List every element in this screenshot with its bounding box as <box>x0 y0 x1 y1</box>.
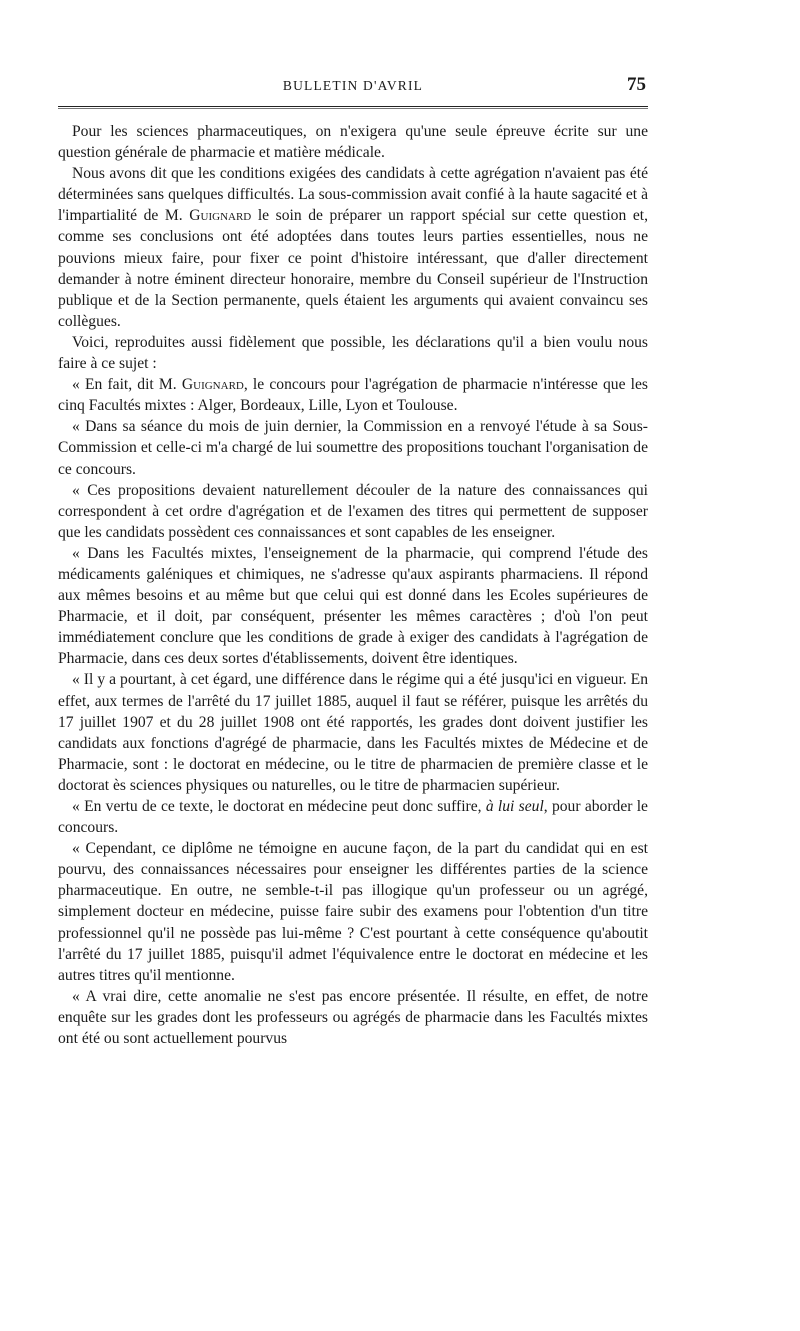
paragraph-3: Voici, reproduites aussi fidèlement que possible, les déclarations qu'il a bien voulu nous faire à ce sujet : <box>58 333 648 373</box>
paragraph-5: « Dans sa séance du mois de juin dernier, la Commission en a renvoyé l'étude à sa Sous-Commission et celle-ci m'a chargé de lui soumettre des propositions touchant l'organisation de ce concours. <box>58 418 648 478</box>
paragraph-1: Pour les sciences pharmaceutiques, on n'exigera qu'une seule épreuve écrite sur une question générale de pharmacie et matière médicale. <box>58 123 648 162</box>
paragraph-9: « En vertu de ce texte, le doctorat en médecine peut donc suffire, à lui seul, pour aborder le concours. <box>58 798 648 837</box>
italic-phrase: à lui seul <box>485 798 544 815</box>
paragraph-8: « Il y a pourtant, à cet égard, une différence dans le régime qui a été jusqu'ici en vigueur. En effet, aux termes de l'arrêté du 17 juillet 1885, auquel il faut se référer, puisque les arrêtés du 17 juillet 1907 et du 28 juillet 1908 ont été rapportés, les grades dont doivent justifier les candidats aux fonctions d'agrégé de pharmacie, dans les Facultés mixtes de Médecine et de Pharmacie, sont : le doctorat en médecine, ou le titre de pharmacien de première classe et le doctorat ès sciences physiques ou naturelles, ou le titre de pharmacien supérieur. <box>58 671 648 794</box>
paragraph-10: « Cependant, ce diplôme ne témoigne en aucune façon, de la part du candidat qui en est pourvu, des connaissances nécessaires pour enseigner les différentes parties de la science pharmaceutique. En outre, ne semble-t-il pas illogique qu'un professeur ou un agrégé, simplement docteur en médecine, puisse faire subir des examens pour l'obtention d'un titre professionnel qu'il ne possède pas lui-même ? C'est pourtant à cette conséquence qu'aboutit l'arrêté du 17 juillet 1885, puisqu'il admet l'équivalence entre le doctorat en médecine et les autres titres qu'il mentionne. <box>58 840 648 984</box>
paragraph-7: « Dans les Facultés mixtes, l'enseignement de la pharmacie, qui comprend l'étude des médicaments galéniques et chimiques, ne s'adresse qu'aux aspirants pharmaciens. Il répond aux mêmes besoins et au même but que celui qui est donné dans les Ecoles supérieures de Pharmacie, et il doit, par conséquent, présenter les mêmes caractères ; d'où l'on peut immédiatement conclure que les conditions de grade à exiger des candidats à l'agrégation de Pharmacie, dans ces deux sortes d'établissements, doivent être identiques. <box>58 544 648 668</box>
paragraph-2: Nous avons dit que les conditions exigées des candidats à cette agrégation n'avaient pas été déterminées sans quelques difficultés. La sous-commission avait confié à la haute sagacité et à l'impartialité de M. Guignard le soin de préparer un rapport spécial sur cette question et, comme ses conclusions ont été adoptées dans toutes leurs parties essentielles, nous ne pouvions mieux faire, pour fixer ce point d'histoire intéressant, que d'aller directement demander à notre éminent directeur honoraire, membre du Conseil supérieur de l'Instruction publique et de la Section permanente, quels étaient les arguments qui avaient convaincu ses collègues. <box>58 165 648 330</box>
paragraph-11: « A vrai dire, cette anomalie ne s'est pas encore présentée. Il résulte, en effet, de notre enquête sur les grades dont les professeurs ou agrégés de pharmacie dans les Facultés mixtes ont été ou sont actuellement pourvus <box>58 987 648 1048</box>
page-number: 75 <box>627 74 646 95</box>
paragraph-6: « Ces propositions devaient naturellement découler de la nature des connaissances qui correspondent à cet ordre d'agrégation et de l'examen des titres qui permettent de supposer que les candidats possèdent ces connaissances et sont capables de les enseigner. <box>58 481 648 541</box>
header-rule-accent <box>58 108 648 109</box>
header-rule <box>58 106 648 107</box>
paragraph-4: « En fait, dit M. Guignard, le concours pour l'agrégation de pharmacie n'intéresse que les cinq Facultés mixtes : Alger, Bordeaux, Lille, Lyon et Toulouse. <box>58 376 649 415</box>
page-header <box>58 72 648 102</box>
name-guignard: Guignard <box>189 207 252 225</box>
name-guignard: Guignard <box>181 376 244 394</box>
body-text <box>58 121 648 1049</box>
running-title: BULLETIN D'AVRIL <box>282 78 424 93</box>
